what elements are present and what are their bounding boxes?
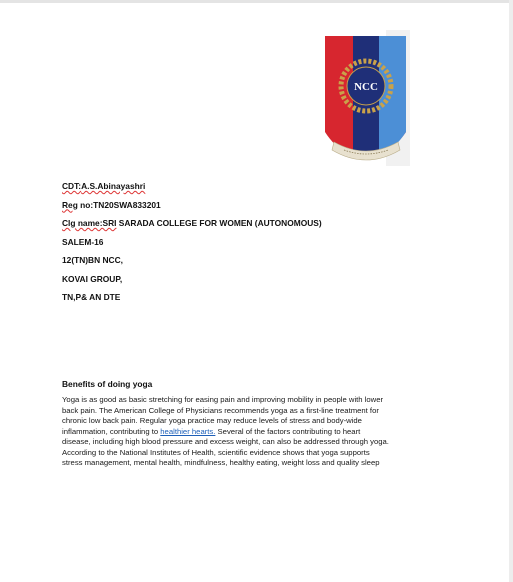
ncc-emblem-icon (322, 28, 412, 170)
section-title: Benefits of doing yoga (62, 379, 153, 389)
body-line: According to the National Institutes of Health, scientific evidence shows that yoga supports (62, 447, 370, 457)
college-name-line (62, 217, 482, 236)
cadet-name-line (62, 180, 482, 199)
body-line: chronic low back pain. Regular yoga practice may reduce levels of stress and body-wide (62, 416, 362, 425)
reg-number-line (62, 199, 482, 218)
college-value: SARADA COLLEGE FOR WOMEN (AUTONOMOUS) (116, 218, 322, 228)
battalion-line: 12(TN)BN NCC, (62, 255, 123, 265)
body-line (62, 427, 462, 438)
body-line: Yoga is as good as basic stretching for easing pain and improving mobility in people with lower (62, 395, 384, 404)
body-text: inflammation, contributing to (62, 426, 161, 436)
city-line: SALEM-16 (62, 236, 104, 247)
body-line: back pain. The American College of Physicians recommends yoga as a first-line treatment for (62, 405, 379, 415)
directorate-line: TN,P& AN DTE (62, 292, 121, 302)
cadet-name: A.S.Abinayashri (81, 181, 146, 191)
reg-value: no:TN20SWA833201 (77, 199, 161, 210)
section-body (62, 395, 462, 469)
cdt-prefix: CDT: (62, 181, 82, 191)
healthier-hearts-link[interactable]: healthier hearts. (160, 426, 216, 436)
body-line: disease, including high blood pressure and excess weight, can also be addressed through yoga. (62, 437, 389, 446)
body-line: stress management, mental health, mindfulness, healthy eating, weight loss and quality sleep (62, 458, 380, 467)
page-top-edge (0, 0, 513, 3)
college-label: Clg name:SRI (62, 218, 117, 228)
yoga-benefits-section (62, 379, 462, 469)
reg-label: Reg (62, 199, 78, 210)
logo-text: NCC (354, 81, 378, 93)
ncc-logo (322, 28, 412, 170)
cadet-details (62, 180, 482, 310)
body-text: Several of the factors contributing to heart (215, 426, 361, 436)
page-right-edge (509, 0, 513, 582)
group-line: KOVAI GROUP, (62, 273, 123, 284)
